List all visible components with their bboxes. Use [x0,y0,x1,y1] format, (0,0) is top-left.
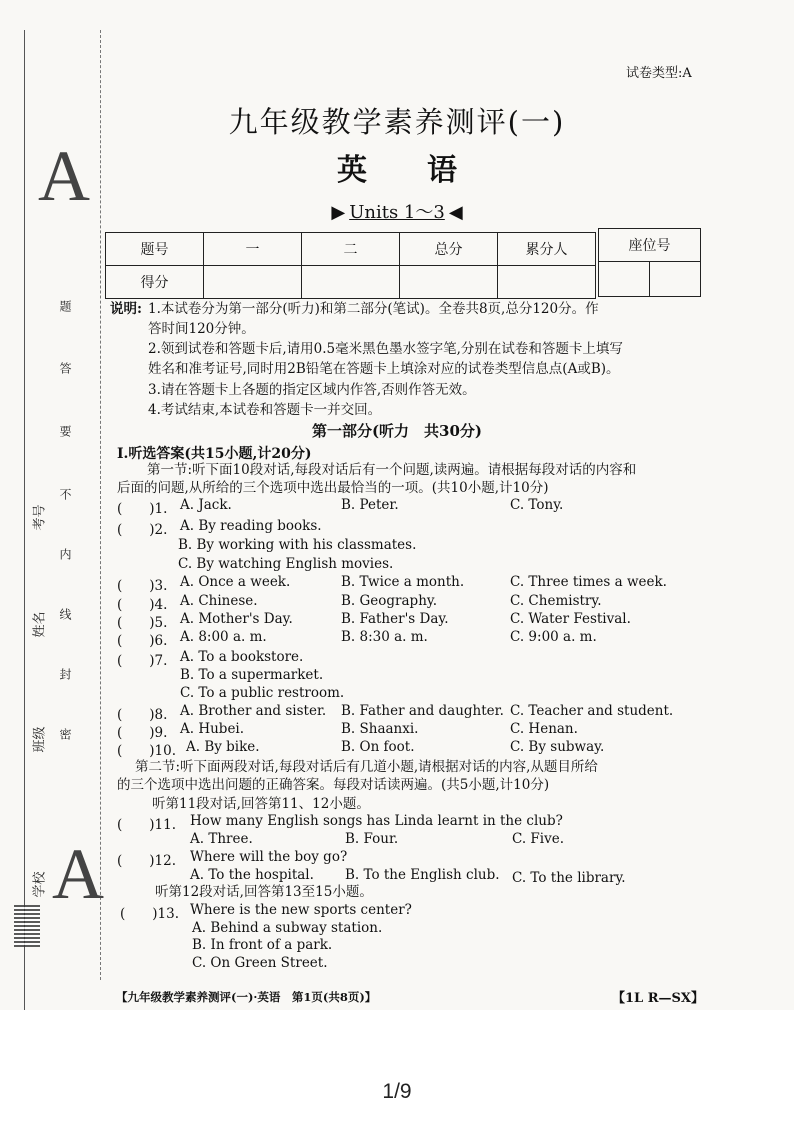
instruction-line: 2.领到试卷和答题卡后,请用0.5毫米黑色墨水签字笔,分别在试卷和答题卡上填写 [148,341,623,357]
seat-number-label: 座位号 [599,229,701,262]
option-b: B. Peter. [341,497,399,513]
table-row [106,266,596,299]
dialog-instruction: 听第11段对话,回答第11、12小题。 [152,796,370,812]
option-c: C. To a public restroom. [180,685,345,701]
name-label: 姓名 [32,611,48,638]
option-a: A. Chinese. [180,593,258,609]
question-number: ( )1. [117,501,168,517]
option-b: B. Geography. [341,593,438,609]
option-a: A. Brother and sister. [180,703,327,719]
option-c: C. Water Festival. [510,611,631,627]
score-input-cell [204,266,302,299]
instruction-line: 3.请在答题卡上各题的指定区域内作答,否则作答无效。 [148,382,476,398]
binding-char: 不 [58,488,72,500]
option-c: C. Teacher and student. [510,703,674,719]
option-b: B. In front of a park. [192,937,333,953]
option-a: A. By bike. [186,739,260,755]
section2-intro: 的三个选项中选出问题的正确答案。每段对话读两遍。(共5小题,计10分) [117,777,550,793]
class-label: 班级 [32,726,48,753]
option-a: A. Behind a subway station. [192,920,383,936]
option-b: B. Four. [345,831,399,847]
option-c: C. Tony. [510,497,564,513]
score-input-cell [400,266,498,299]
question-number: ( )6. [117,633,168,649]
option-c: C. Five. [512,831,565,847]
score-table [105,232,596,299]
qr-code [14,905,40,947]
binding-char: 题 [58,300,72,312]
option-b: B. To a supermarket. [180,667,324,683]
binding-char: 要 [58,425,72,437]
paper-code: 【1L R—SX】 [612,991,704,1006]
paper-type: 试卷类型:A [626,66,692,81]
binding-char: 答 [58,362,72,374]
option-a: A. To a bookstore. [180,649,304,665]
units-label: Units 1～3 [349,202,445,223]
paper-type-letter-bottom: A [52,834,104,914]
table-cell: 题号 [106,233,204,266]
binding-char: 封 [58,668,72,680]
seat-number-box [650,262,701,297]
question-number: ( )9. [117,725,168,741]
question-stem: How many English songs has Linda learnt in the club? [190,813,563,829]
section2-intro: 第二节:听下面两段对话,每段对话后有几道小题,请根据对话的内容,从题目所给 [135,759,598,775]
option-b: B. Father's Day. [341,611,449,627]
option-c: C. Chemistry. [510,593,602,609]
option-b: B. 8:30 a. m. [341,629,428,645]
question-stem: Where will the boy go? [190,849,348,865]
table-cell: 二 [302,233,400,266]
question-number: ( )11. [117,817,177,833]
option-c: C. By watching English movies. [178,556,394,572]
table-cell: 累分人 [498,233,596,266]
option-a: A. Three. [190,831,253,847]
option-a: A. Hubei. [180,721,245,737]
table-cell: 得分 [106,266,204,299]
option-a: A. Mother's Day. [180,611,293,627]
option-a: A. Jack. [180,497,232,513]
page-footer: 【九年级教学素养测评(一)·英语 第1页(共8页)】 [116,990,377,1004]
dialog-instruction: 听第12段对话,回答第13至15小题。 [155,884,373,900]
table-cell: 一 [204,233,302,266]
question-number: ( )8. [117,707,168,723]
question-number: ( )13. [120,906,180,922]
triangle-right-icon: ▶ [331,202,346,223]
option-b: B. Shaanxi. [341,721,419,737]
option-b: B. To the English club. [345,867,500,883]
binding-char: 密 [58,728,72,740]
option-a: A. Once a week. [180,574,291,590]
option-c: C. By subway. [510,739,605,755]
instructions-label: 说明: [110,301,142,317]
binding-char: 内 [58,548,72,560]
option-a: A. By reading books. [180,518,322,534]
question-number: ( )12. [117,853,177,869]
seat-number-box [599,262,650,297]
section1-intro: 后面的问题,从所给的三个选项中选出最恰当的一项。(共10小题,计10分) [117,480,549,496]
option-b: B. On foot. [341,739,415,755]
option-b: B. Father and daughter. [341,703,504,719]
table-row [106,233,596,266]
instruction-line: 答时间120分钟。 [148,321,255,337]
subject-title: 英语 [337,153,517,188]
instruction-line: 1.本试卷分为第一部分(听力)和第二部分(笔试)。全卷共8页,总分120分。作 [148,301,599,317]
triangle-left-icon: ◀ [448,202,463,223]
question-number: ( )2. [117,522,168,538]
option-a: A. To the hospital. [190,867,314,883]
instruction-line: 4.考试结束,本试卷和答题卡一并交回。 [148,402,382,418]
question-number: ( )4. [117,597,168,613]
option-c: C. Three times a week. [510,574,667,590]
question-number: ( )3. [117,578,168,594]
option-b: B. By working with his classmates. [178,537,417,553]
option-c: C. 9:00 a. m. [510,629,597,645]
question-stem: Where is the new sports center? [190,902,412,918]
binding-char: 线 [58,608,72,620]
section1-title: Ⅰ.听选答案(共15小题,计20分) [117,446,312,462]
exam-title: 九年级教学素养测评(一) [228,105,566,139]
question-number: ( )10. [117,743,177,759]
units-banner [0,198,794,224]
exam-number-label: 考号 [32,504,48,531]
page-indicator: 1/9 [382,1080,412,1103]
instruction-line: 姓名和准考证号,同时用2B铅笔在答题卡上填涂对应的试卷类型信息点(A或B)。 [148,361,620,377]
school-label: 学校 [32,871,48,898]
option-c: C. On Green Street. [192,955,328,971]
option-a: A. 8:00 a. m. [180,629,267,645]
option-b: B. Twice a month. [341,574,465,590]
question-number: ( )5. [117,615,168,631]
score-input-cell [498,266,596,299]
section1-intro: 第一节:听下面10段对话,每段对话后有一个问题,读两遍。请根据每段对话的内容和 [147,462,637,478]
score-input-cell [302,266,400,299]
seat-number-table [598,228,701,297]
question-number: ( )7. [117,653,168,669]
table-cell: 总分 [400,233,498,266]
paper-type-letter-top: A [38,136,90,216]
part1-heading: 第一部分(听力 共30分) [311,422,483,440]
option-c: C. To the library. [512,870,626,886]
option-c: C. Henan. [510,721,578,737]
